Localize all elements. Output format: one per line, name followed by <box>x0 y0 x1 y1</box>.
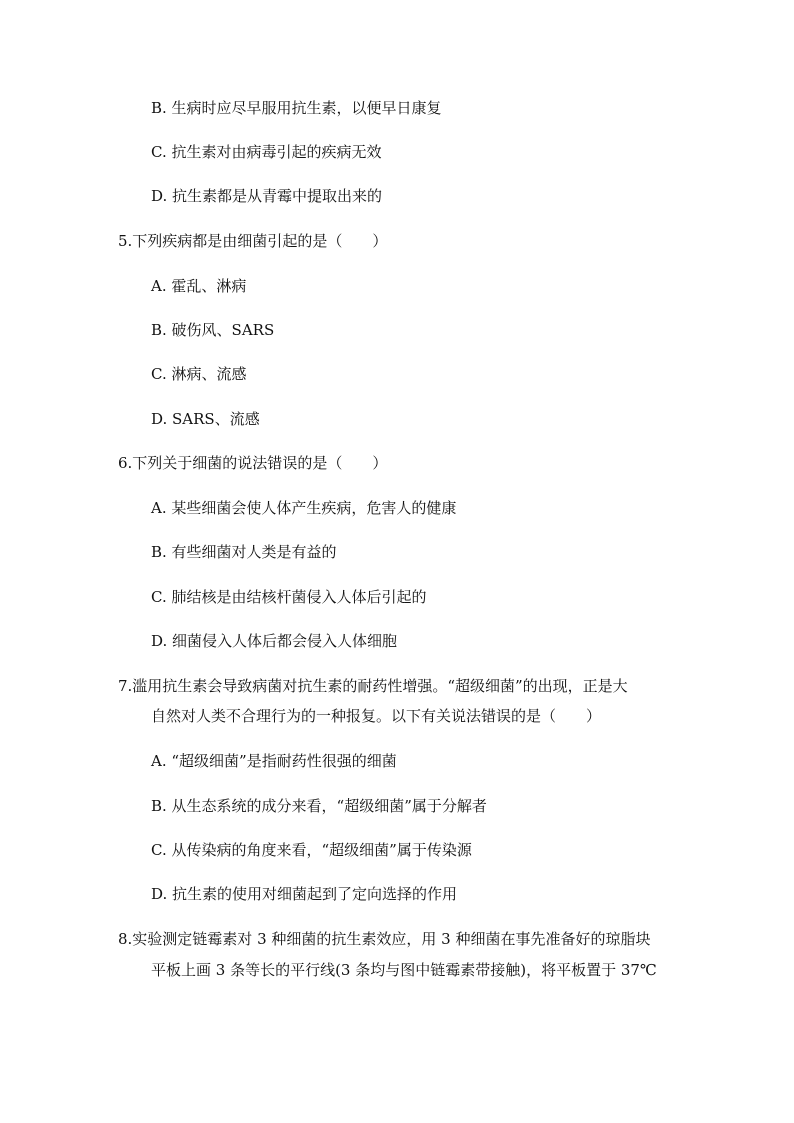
q5-option-c: C. 淋病、流感 <box>151 365 247 383</box>
q4-option-d: D. 抗生素都是从青霉中提取出来的 <box>151 187 383 205</box>
q7-option-d: D. 抗生素的使用对细菌起到了定向选择的作用 <box>151 885 458 903</box>
q5-option-d: D. SARS、流感 <box>151 410 260 428</box>
q6-option-c: C. 肺结核是由结核杆菌侵入人体后引起的 <box>151 588 427 606</box>
q6-option-d: D. 细菌侵入人体后都会侵入人体细胞 <box>151 632 398 650</box>
q7-stem-line-1: 7.滥用抗生素会导致病菌对抗生素的耐药性增强。“超级细菌”的出现，正是大 <box>118 677 628 695</box>
q5-option-a: A. 霍乱、淋病 <box>151 277 247 295</box>
q6-stem: 6.下列关于细菌的说法错误的是（ ） <box>118 454 388 472</box>
q5-option-b: B. 破伤风、SARS <box>151 321 275 339</box>
q5-stem: 5.下列疾病都是由细菌引起的是（ ） <box>118 232 388 250</box>
q8-stem-line-2: 平板上画 3 条等长的平行线(3 条均与图中链霉素带接触)，将平板置于 37℃ <box>151 961 657 979</box>
q7-option-a: A. “超级细菌”是指耐药性很强的细菌 <box>151 752 397 770</box>
q7-option-b: B. 从生态系统的成分来看，“超级细菌”属于分解者 <box>151 797 487 815</box>
q7-stem-line-2: 自然对人类不合理行为的一种报复。以下有关说法错误的是（ ） <box>151 707 602 725</box>
q7-option-c: C. 从传染病的角度来看，“超级细菌”属于传染源 <box>151 841 472 859</box>
q8-stem-line-1: 8.实验测定链霉素对 3 种细菌的抗生素效应，用 3 种细菌在事先准备好的琼脂块 <box>118 930 651 948</box>
q6-option-a: A. 某些细菌会使人体产生疾病，危害人的健康 <box>151 499 457 517</box>
q4-option-b: B. 生病时应尽早服用抗生素，以便早日康复 <box>151 99 442 117</box>
q6-option-b: B. 有些细菌对人类是有益的 <box>151 543 337 561</box>
q4-option-c: C. 抗生素对由病毒引起的疾病无效 <box>151 143 382 161</box>
